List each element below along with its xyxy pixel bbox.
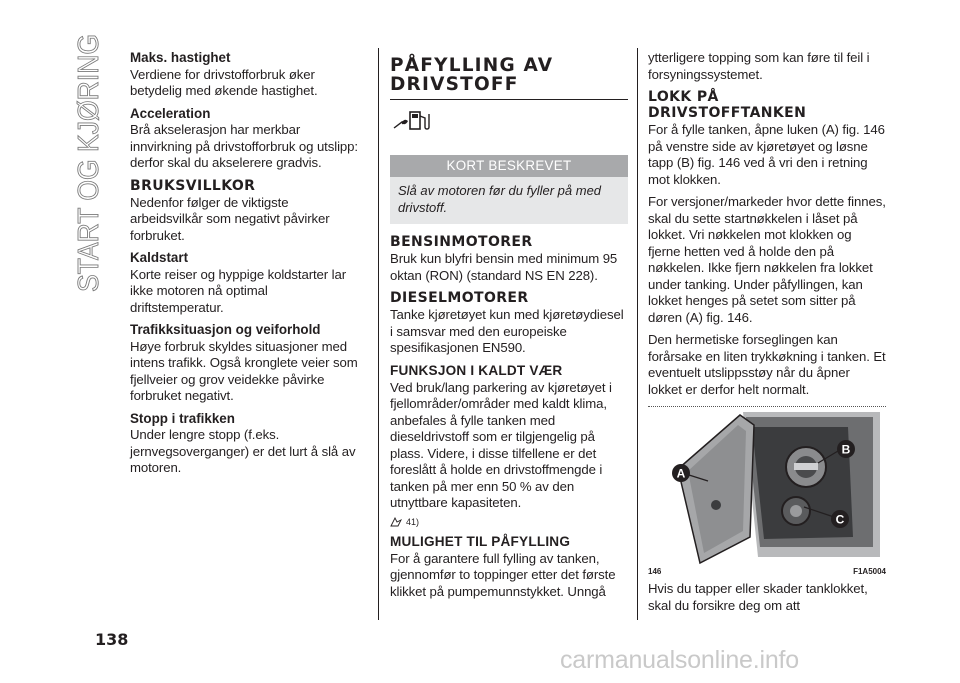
text-cold-climate: Ved bruk/lang parkering av kjøretøyet i fjellområder/områder med kaldt klima, anbefales å fylle tanken med dieseldrivstoff som er tilgjengelig på plass. Videre, i disse tilfellene er det foreslått å holde en drivstoffmengde i tanken på mer enn 50 % av den utnyttbare kapasiteten. bbox=[390, 379, 612, 510]
heading-acceleration: Acceleration bbox=[130, 105, 211, 121]
figure-number: 146 bbox=[648, 567, 662, 576]
figure-caption bbox=[648, 567, 886, 577]
heading-usage-conditions: BRUKSVILLKOR bbox=[130, 177, 256, 194]
text-stop-in-traffic: Under lengre stopp (f.eks. jernvegsoverganger) er det lurt å slå av motoren. bbox=[130, 427, 356, 475]
warning-ref-number: 41) bbox=[406, 516, 420, 527]
heading-cold-start: Kaldstart bbox=[130, 250, 189, 265]
text-petrol-engines: Bruk kun blyfri bensin med minimum 95 oktan (RON) (standard NS EN 228). bbox=[390, 251, 618, 283]
column-divider bbox=[378, 48, 379, 620]
heading-fuel-cap-line1: LOKK PÅ bbox=[648, 89, 719, 105]
heading-traffic: Trafikksituasjon og veiforhold bbox=[130, 322, 321, 337]
heading-stop-in-traffic: Stopp i trafikken bbox=[130, 410, 235, 426]
column-right bbox=[648, 50, 886, 620]
heading-cold-climate: FUNKSJON I KALDT VÆR bbox=[390, 362, 563, 378]
section-title-line1: PÅFYLLING AV bbox=[390, 55, 554, 76]
text-usage-conditions: Nedenfor følger de viktigste arbeidsvilkår som negativt påvirker forbruket. bbox=[130, 194, 330, 243]
heading-max-speed: Maks. hastighet bbox=[130, 50, 231, 65]
heading-diesel-engines: DIESELMOTORER bbox=[390, 290, 529, 306]
watermark: carmanualsonline.info bbox=[560, 646, 800, 674]
side-section-title bbox=[60, 30, 110, 300]
summary-text: Slå av motoren før du fyller på med drivstoff. bbox=[390, 177, 628, 224]
title-rule bbox=[390, 99, 628, 100]
figure-code: F1A5004 bbox=[853, 567, 886, 576]
fuel-pump-icon bbox=[390, 108, 434, 132]
callout-b: B bbox=[841, 442, 851, 457]
column-middle bbox=[390, 50, 628, 606]
text-continued: ytterligere topping som kan føre til feil i forsyningssystemet. bbox=[648, 50, 870, 82]
warning-reference bbox=[390, 516, 628, 528]
page-number: 138 bbox=[95, 630, 129, 649]
heading-full-fill: MULIGHET TIL PÅFYLLING bbox=[390, 533, 571, 549]
summary-header: KORT BESKREVET bbox=[390, 155, 628, 177]
text-fuel-cap-1: For å fylle tanken, åpne luken (A) fig. 146 på venstre side av kjøretøyet og løsne tapp (B) fig. 146 ved å vri den i retning mot klokken. bbox=[648, 122, 885, 187]
section-title bbox=[390, 56, 628, 94]
column-left bbox=[130, 50, 358, 483]
text-fuel-cap-3: Den hermetiske forseglingen kan forårsake en liten trykkøkning i tanken. Et eventuelt utslippsstøy når du åpner lokket er derfor helt normalt. bbox=[648, 332, 886, 397]
fuel-door-illustration bbox=[648, 407, 886, 567]
section-title-line2: DRIVSTOFF bbox=[390, 74, 519, 95]
text-fuel-cap-2: For versjoner/markeder hvor dette finnes, skal du sette startnøkkelen i låset på lokket. Vri nøkkelen mot klokken og fjerne hetten ved å holde den på nøkkelen. Ikke fjern nøkkelen fra lokket under tanking. Under påfyllingen, kan lokket henges på setet som sitter på døren (A) fig. 146. bbox=[648, 194, 886, 325]
heading-fuel-cap bbox=[648, 89, 886, 121]
text-cold-start: Korte reiser og hyppige koldstarter lar ikke motoren nå optimal driftstemperatur. bbox=[130, 266, 346, 315]
figure-146 bbox=[648, 406, 886, 575]
callout-a: A bbox=[676, 466, 686, 481]
text-max-speed: Verdiene for drivstofforbruk øker betydelig med økende hastighet. bbox=[130, 66, 318, 98]
text-bottom: Hvis du tapper eller skader tanklokket, skal du forsikre deg om att bbox=[648, 581, 868, 613]
text-traffic: Høye forbruk skyldes situasjoner med intens trafikk. Også kronglete veier som fjellveier og grov veidekke påvirke forbruket negativt. bbox=[130, 338, 358, 403]
heading-petrol-engines: BENSINMOTORER bbox=[390, 234, 533, 250]
text-diesel-engines: Tanke kjøretøyet kun med kjøretøydiesel i samsvar med den europeiske spesifikasjonen EN590. bbox=[390, 307, 624, 355]
text-acceleration: Brå akselerasjon har merkbar innvirkning på drivstofforbruk og utslipp: derfor skal du akselerere gradvis. bbox=[130, 122, 358, 170]
callout-c: C bbox=[835, 512, 845, 527]
column-divider bbox=[637, 48, 638, 620]
side-title-text: START OG KJØRING bbox=[73, 30, 105, 292]
heading-fuel-cap-line2: DRIVSTOFFTANKEN bbox=[648, 105, 807, 121]
text-full-fill: For å garantere full fylling av tanken, gjennomfør to toppinger etter det første klikket på pumpemunnstykket. Unngå bbox=[390, 550, 616, 599]
warning-hand-icon bbox=[390, 516, 402, 528]
